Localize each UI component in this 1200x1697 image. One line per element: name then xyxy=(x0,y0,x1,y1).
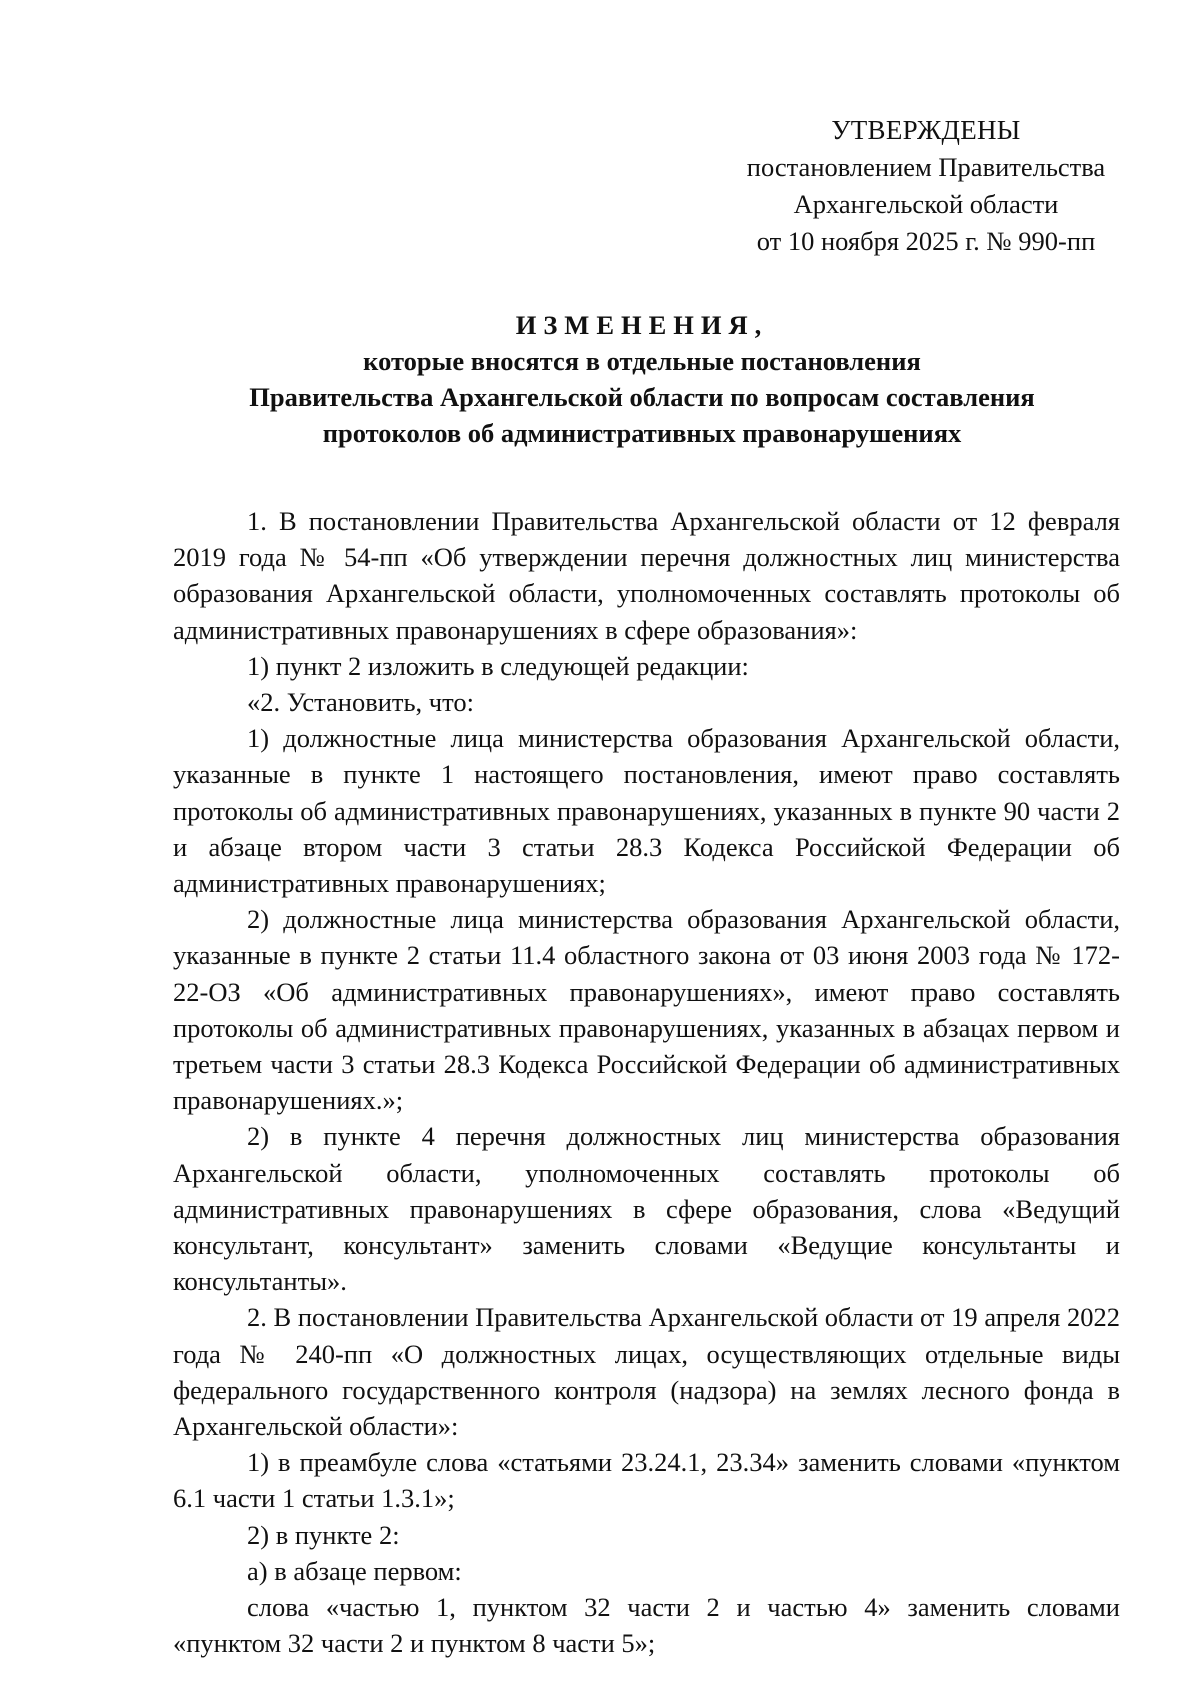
approval-line-region: Архангельской области xyxy=(793,189,1059,219)
document-body xyxy=(173,503,1120,1662)
paragraph-replacement-words: слова «частью 1, пунктом 32 части 2 и частью 4» заменить словами «пунктом 32 части 2 и пунктом 8 части 5»; xyxy=(173,1592,1120,1659)
approval-heading: УТВЕРЖДЕНЫ xyxy=(831,115,1021,145)
paragraph-subitem-1-2: 2) в пункте 4 перечня должностных лиц министерства образования Архангельской области, уполномоченных составлять протоколы об административных правонарушениях в сфере образования, слова «Ведущий консультант, консультант» заменить словами «Ведущие консультанты и консультанты». xyxy=(173,1121,1120,1297)
approval-stamp xyxy=(726,112,1126,260)
paragraph-quote-subitem-2: 2) должностные лица министерства образования Архангельской области, указанные в пункте 2 статьи 11.4 областного закона от 03 июня 2003 года № 172-22-ОЗ «Об административных правонарушениях», имеют право составлять протоколы об административных правонарушениях, указанных в абзацах первом и третьем части 3 статьи 28.3 Кодекса Российской Федерации об административных правонарушениях.»; xyxy=(173,904,1120,1116)
paragraph-subitem-2-1: 1) в преамбуле слова «статьями 23.24.1, 23.34» заменить словами «пунктом 6.1 части 1 статьи 1.3.1»; xyxy=(173,1447,1120,1514)
approval-line-date-number: от 10 ноября 2025 г. № 990-пп xyxy=(756,226,1096,256)
paragraph-quote-start: «2. Установить, что: xyxy=(247,687,474,718)
document-title xyxy=(172,307,1112,451)
approval-line-resolution: постановлением Правительства xyxy=(746,152,1106,182)
paragraph-item-1: 1. В постановлении Правительства Архангельской области от 12 февраля 2019 года № 54-пп «Об утверждении перечня должностных лиц министерства образования Архангельской области, уполномоченных составлять протоколы об административных правонарушениях в сфере образования»: xyxy=(173,506,1120,645)
title-subtitle-line-1: которые вносятся в отдельные постановления xyxy=(363,346,921,376)
paragraph-item-2: 2. В постановлении Правительства Архангельской области от 19 апреля 2022 года № 240-пп «О должностных лицах, осуществляющих отдельные виды федерального государственного контроля (надзора) на землях лесного фонда в Архангельской области»: xyxy=(173,1302,1120,1442)
paragraph-quote-subitem-1: 1) должностные лица министерства образования Архангельской области, указанные в пункте 1 настоящего постановления, имеют право составлять протоколы об административных правонарушениях, указанных в пункте 90 части 2 и абзаце втором части 3 статьи 28.3 Кодекса Российской Федерации об административных правонарушениях; xyxy=(173,723,1120,899)
title-subtitle-line-2: Правительства Архангельской области по вопросам составления xyxy=(249,382,1035,412)
paragraph-subitem-2-2: 2) в пункте 2: xyxy=(247,1519,400,1550)
paragraph-subitem-2-2-a: а) в абзаце первом: xyxy=(247,1555,462,1586)
title-subtitle-line-3: протоколов об административных правонарушениях xyxy=(322,418,962,448)
paragraph-subitem-1-1: 1) пункт 2 изложить в следующей редакции: xyxy=(247,650,749,681)
title-main: ИЗМЕНЕНИЯ, xyxy=(515,310,769,340)
